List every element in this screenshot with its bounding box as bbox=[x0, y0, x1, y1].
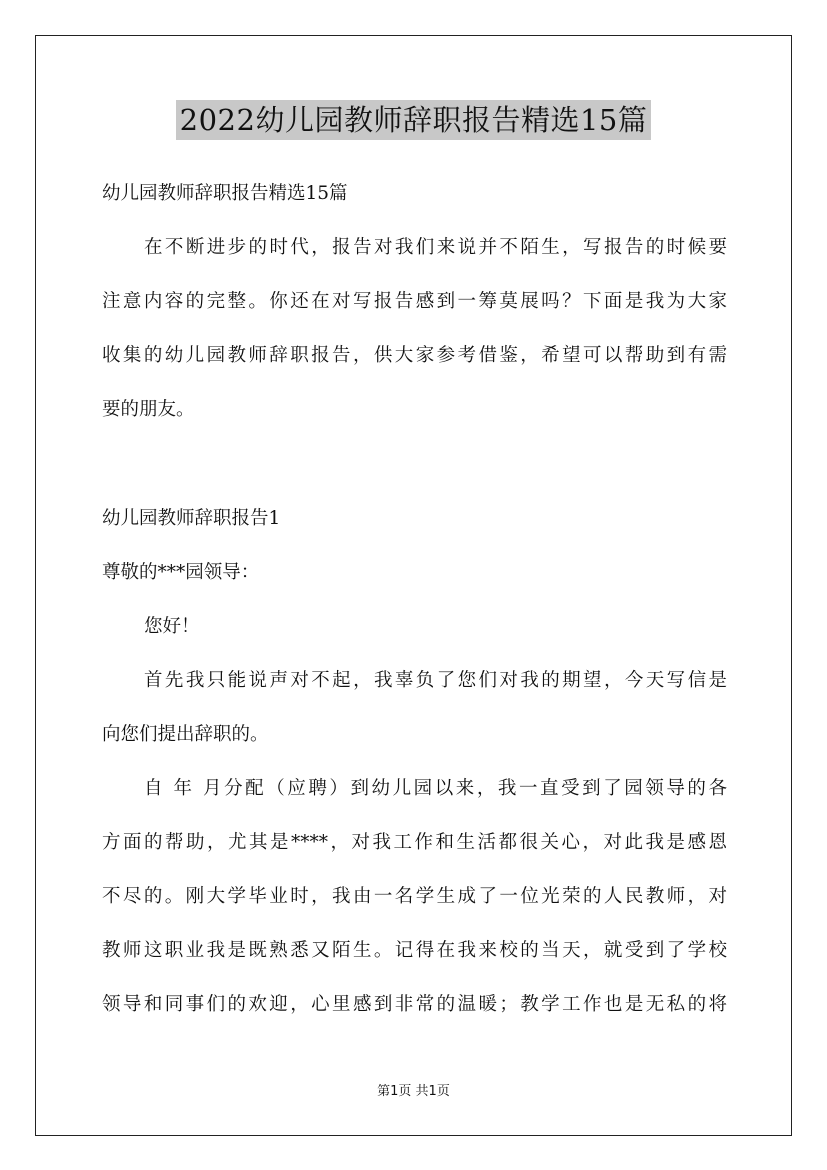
intro-line: 注意内容的完整。你还在对写报告感到一筹莫展吗？下面是我为大家 bbox=[102, 291, 727, 312]
paragraph-line: 首先我只能说声对不起，我辜负了您们对我的期望，今天写信是 bbox=[144, 670, 727, 691]
document-title: 2022幼儿园教师辞职报告精选15篇 bbox=[176, 100, 652, 140]
greeting: 您好！ bbox=[144, 616, 200, 637]
paragraph-line: 自 年 月分配（应聘）到幼儿园以来，我一直受到了园领导的各 bbox=[144, 778, 727, 799]
intro-line: 收集的幼儿园教师辞职报告，供大家参考借鉴，希望可以帮助到有需 bbox=[102, 345, 727, 366]
salutation: 尊敬的***园领导： bbox=[102, 562, 260, 583]
page-footer: 第1页 共1页 bbox=[377, 1084, 450, 1099]
intro-line: 在不断进步的时代，报告对我们来说并不陌生，写报告的时候要 bbox=[144, 237, 727, 258]
section-heading: 幼儿园教师辞职报告1 bbox=[102, 508, 281, 529]
intro-line: 要的朋友。 bbox=[102, 399, 195, 420]
paragraph-line: 方面的帮助，尤其是****，对我工作和生活都很关心，对此我是感恩 bbox=[102, 832, 727, 853]
paragraph-line: 不尽的。刚大学毕业时，我由一名学生成了一位光荣的人民教师，对 bbox=[102, 886, 727, 907]
paragraph-line: 教师这职业我是既熟悉又陌生。记得在我来校的当天，就受到了学校 bbox=[102, 940, 727, 961]
title-container bbox=[0, 100, 827, 140]
paragraph-line: 向您们提出辞职的。 bbox=[102, 724, 269, 745]
subtitle: 幼儿园教师辞职报告精选15篇 bbox=[102, 183, 348, 204]
paragraph-line: 领导和同事们的欢迎，心里感到非常的温暖；教学工作也是无私的将 bbox=[102, 994, 727, 1015]
